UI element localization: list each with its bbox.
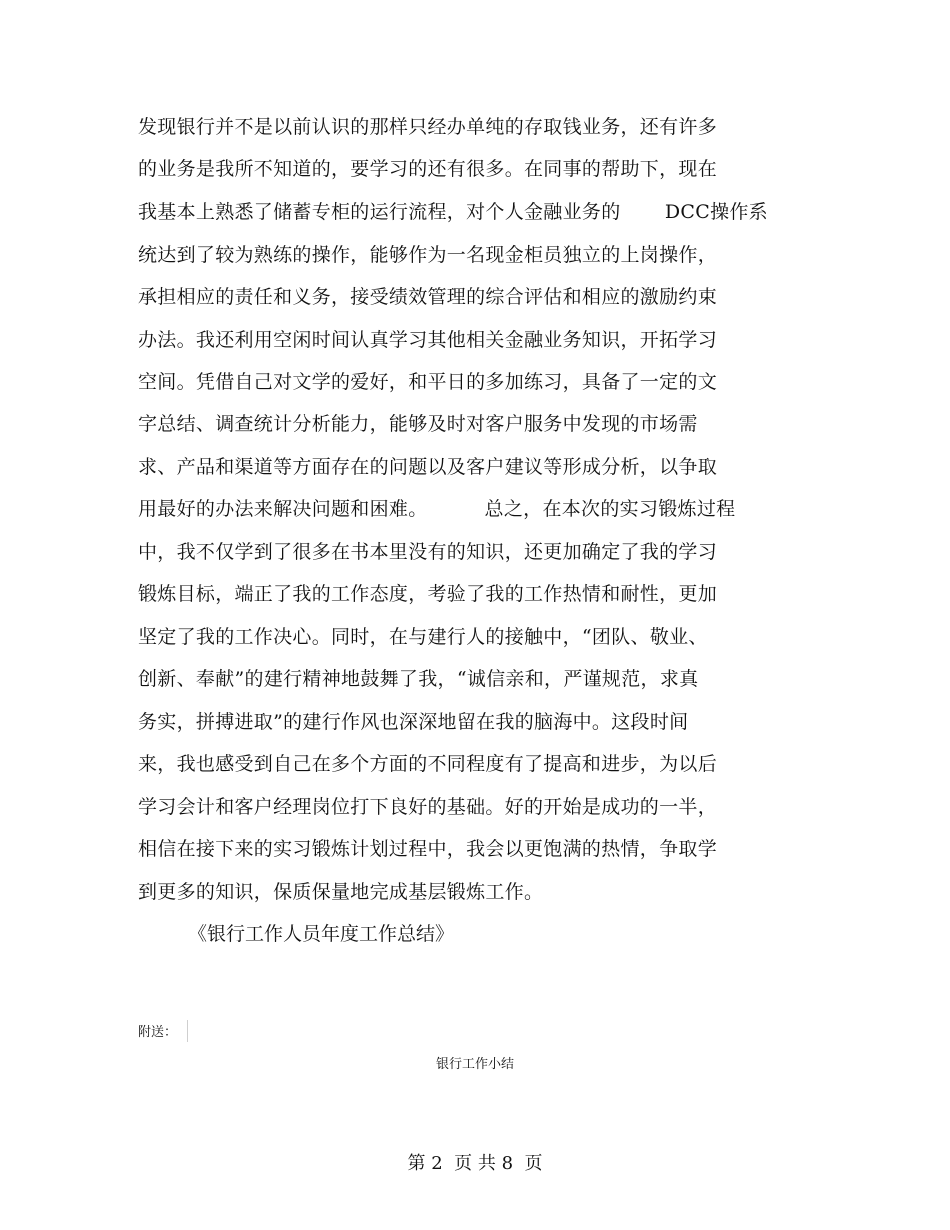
body-line-18: 相信在接下来的实习锻炼计划过程中，我会以更饱满的热情，争取学 <box>138 838 718 860</box>
body-line-4: 统达到了较为熟练的操作，能够作为一名现金柜员独立的上岗操作， <box>138 244 718 266</box>
body-line-1: 发现银行并不是以前认识的那样只经办单纯的存取钱业务，还有许多 <box>138 116 718 138</box>
page-footer: 第 2 页 共 8 页 <box>407 1153 543 1174</box>
body-line-7: 空间。凭借自己对文学的爱好，和平日的多加练习，具备了一定的文 <box>138 371 718 393</box>
body-line-8: 字总结、调查统计分析能力，能够及时对客户服务中发现的市场需 <box>138 413 698 435</box>
body-line-15: 务实，拼搏进取”的建行作风也深深地留在我的脑海中。这段时间 <box>138 711 689 733</box>
body-line-3: 我基本上熟悉了储蓄专柜的运行流程，对个人金融业务的 DCC操作系 <box>138 201 768 223</box>
body-line-5: 承担相应的责任和义务，接受绩效管理的综合评估和相应的激励约束 <box>138 286 718 308</box>
appendix-label: 附送： <box>138 1025 178 1040</box>
body-line-13: 坚定了我的工作决心。同时，在与建行人的接触中，“团队、敬业、 <box>138 626 708 648</box>
body-line-19: 到更多的知识，保质保量地完成基层锻炼工作。 <box>138 881 544 903</box>
body-line-2: 的业务是我所不知道的，要学习的还有很多。在同事的帮助下，现在 <box>138 158 718 180</box>
body-line-9: 求、产品和渠道等方面存在的问题以及客户建议等形成分析，以争取 <box>138 456 718 478</box>
body-line-12: 锻炼目标，端正了我的工作态度，考验了我的工作热情和耐性，更加 <box>138 583 718 605</box>
appendix-title: 银行工作小结 <box>435 1057 514 1072</box>
body-line-17: 学习会计和客户经理岗位打下良好的基础。好的开始是成功的一半， <box>138 796 718 818</box>
body-line-16: 来，我也感受到自己在多个方面的不同程度有了提高和进步，为以后 <box>138 753 718 775</box>
body-line-11: 中，我不仅学到了很多在书本里没有的知识，还更加确定了我的学习 <box>138 541 718 563</box>
body-line-14: 创新、奉献”的建行精神地鼓舞了我，“诚信亲和，严谨规范，求真 <box>138 668 699 690</box>
document-title: 《银行工作人员年度工作总结》 <box>188 923 455 945</box>
body-line-10: 用最好的办法来解决问题和困难。 总之，在本次的实习锻炼过程 <box>138 498 736 520</box>
appendix-divider <box>187 1020 188 1042</box>
body-line-6: 办法。我还利用空闲时间认真学习其他相关金融业务知识，开拓学习 <box>138 329 718 351</box>
